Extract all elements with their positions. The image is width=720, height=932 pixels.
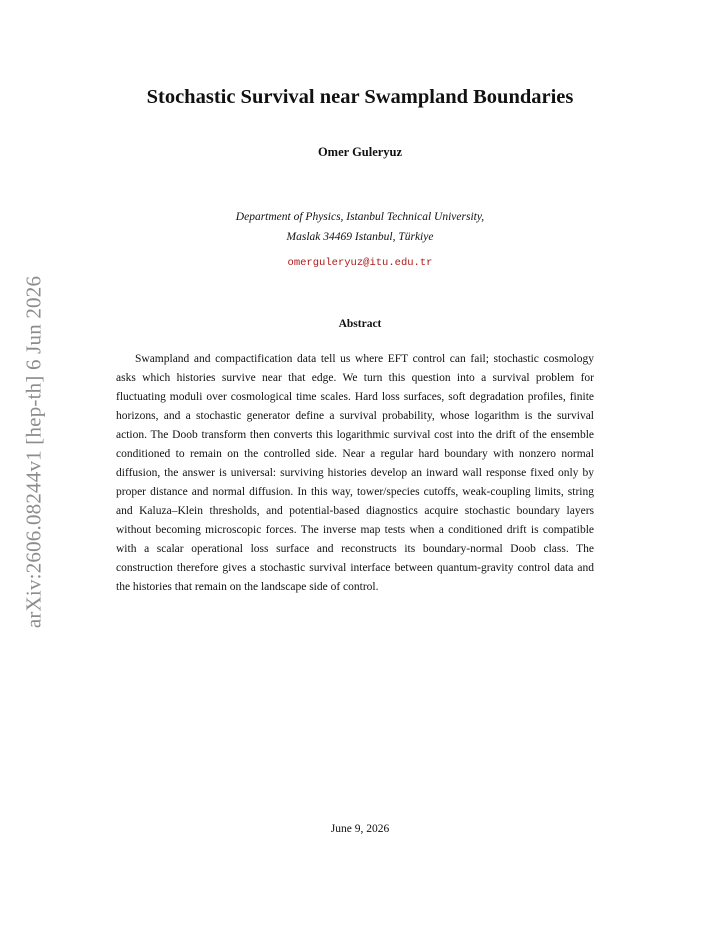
author-name: Omer Guleryuz xyxy=(317,145,403,159)
abstract-body: Swampland and compactification data tell us where EFT control can fail; stochastic cosmology asks which histories survive near that edge. We turn this question into a survival problem for fluctuating moduli over cosmological time scales. Hard loss surfaces, soft degradation profiles, finite horizons, and a stochastic generator define a survival probability, whose logarithm is the survival action. The Doob transform then converts this logarithmic survival cost into the drift of the ensemble conditioned to remain on the controlled side. Near a regular hard boundary with nonzero normal diffusion, the answer is universal: surviving histories develop an inward wall response fixed only by proper distance and normal diffusion. In this way, tower/species cutoffs, weak-coupling limits, string and Kaluza–Klein thresholds, and potential-based diagnostics acquire stochastic boundary layers without becoming microscopic forces. The inverse map tests when a conditioned drift is compatible with a scalar operational loss surface and reconstructs its boundary-normal Doob class. The construction therefore gives a stochastic survival interface between quantum-gravity control data and the histories that remain on the landscape side of control. xyxy=(116,353,594,593)
affiliation-line-1: Department of Physics, Istanbul Technical University, xyxy=(235,211,485,223)
paper-date: June 9, 2026 xyxy=(330,823,390,835)
arxiv-identifier-stamp: arXiv:2606.08244v1 [hep-th] 6 Jun 2026 xyxy=(21,275,46,629)
affiliation-line-2: Maslak 34469 Istanbul, Türkiye xyxy=(286,231,434,243)
abstract-heading: Abstract xyxy=(338,318,382,330)
author-email[interactable]: omerguleryuz@itu.edu.tr xyxy=(287,257,433,269)
paper-title: Stochastic Survival near Swampland Boundaries xyxy=(146,86,574,108)
